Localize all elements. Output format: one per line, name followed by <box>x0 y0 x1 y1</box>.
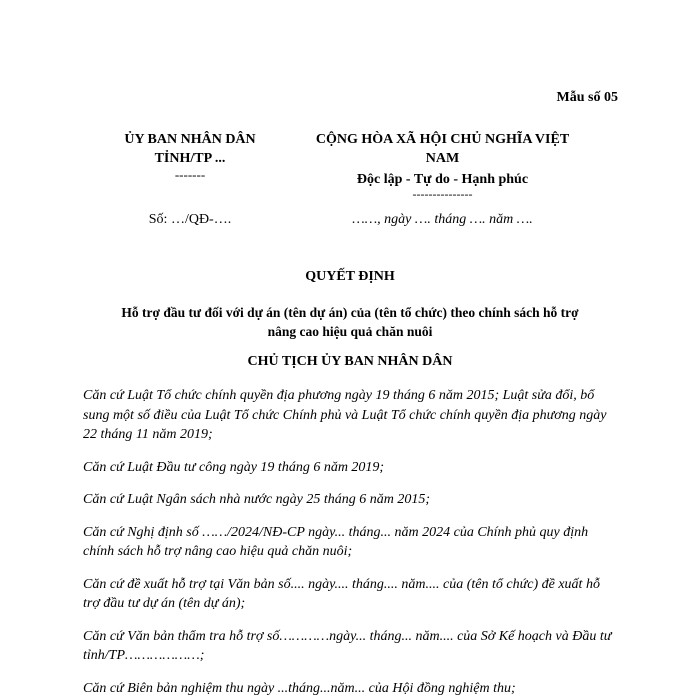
legal-basis-item: Căn cứ Luật Tổ chức chính quyền địa phương ngày 19 tháng 6 năm 2015; Luật sửa đổi, bổ sung một số điều của Luật Tổ chức Chính phủ và Luật Tổ chức chính quyền địa phương ngày 22 tháng 11 năm 2019; <box>83 388 607 442</box>
document-number: Số: …/QĐ-…. <box>148 212 232 227</box>
national-header <box>300 130 585 199</box>
national-motto: Độc lập - Tự do - Hạnh phúc <box>356 172 529 187</box>
authority-separator: ------- <box>174 167 206 182</box>
legal-basis-item: Căn cứ Văn bản thẩm tra hỗ trợ số…………ngày... tháng... năm.... của Sở Kế hoạch và Đầu tư tỉnh/TP………………; <box>83 628 612 663</box>
chairman-heading: CHỦ TỊCH ỦY BAN NHÂN DÂN <box>247 354 453 369</box>
national-title-line2: NAM <box>425 151 460 166</box>
legal-basis-item: Căn cứ Luật Ngân sách nhà nước ngày 25 tháng 6 năm 2015; <box>83 492 431 507</box>
decision-subtitle-line2: nâng cao hiệu quả chăn nuôi <box>267 324 433 339</box>
issuing-authority-header <box>95 130 285 182</box>
place-and-date: ……, ngày …. tháng …. năm …. <box>352 212 533 227</box>
legal-basis-item: Căn cứ Biên bản nghiệm thu ngày ...tháng...năm... của Hội đồng nghiệm thu; <box>83 680 516 696</box>
authority-name: ỦY BAN NHÂN DÂN <box>124 132 256 147</box>
legal-bases-list <box>83 386 613 700</box>
decision-title: QUYẾT ĐỊNH <box>305 269 395 284</box>
decision-subtitle <box>90 303 610 341</box>
national-separator: --------------- <box>412 187 473 201</box>
form-number: Mẫu số 05 <box>556 90 618 105</box>
national-title-line1: CỘNG HÒA XÃ HỘI CHỦ NGHĨA VIỆT <box>315 132 570 147</box>
authority-province: TỈNH/TP ... <box>154 151 226 166</box>
legal-basis-item: Căn cứ đề xuất hỗ trợ tại Văn bản số.... ngày.... tháng.... năm.... của (tên tổ chức) đề xuất hỗ trợ đầu tư dự án (tên dự án); <box>83 576 600 611</box>
legal-basis-item: Căn cứ Nghị định số ……/2024/NĐ-CP ngày... tháng... năm 2024 của Chính phủ quy định chính sách hỗ trợ nâng cao hiệu quả chăn nuôi; <box>83 524 589 559</box>
decision-subtitle-line1: Hỗ trợ đầu tư đối với dự án (tên dự án) của (tên tổ chức) theo chính sách hỗ trợ <box>121 305 579 320</box>
legal-basis-item: Căn cứ Luật Đầu tư công ngày 19 tháng 6 năm 2019; <box>83 459 385 475</box>
